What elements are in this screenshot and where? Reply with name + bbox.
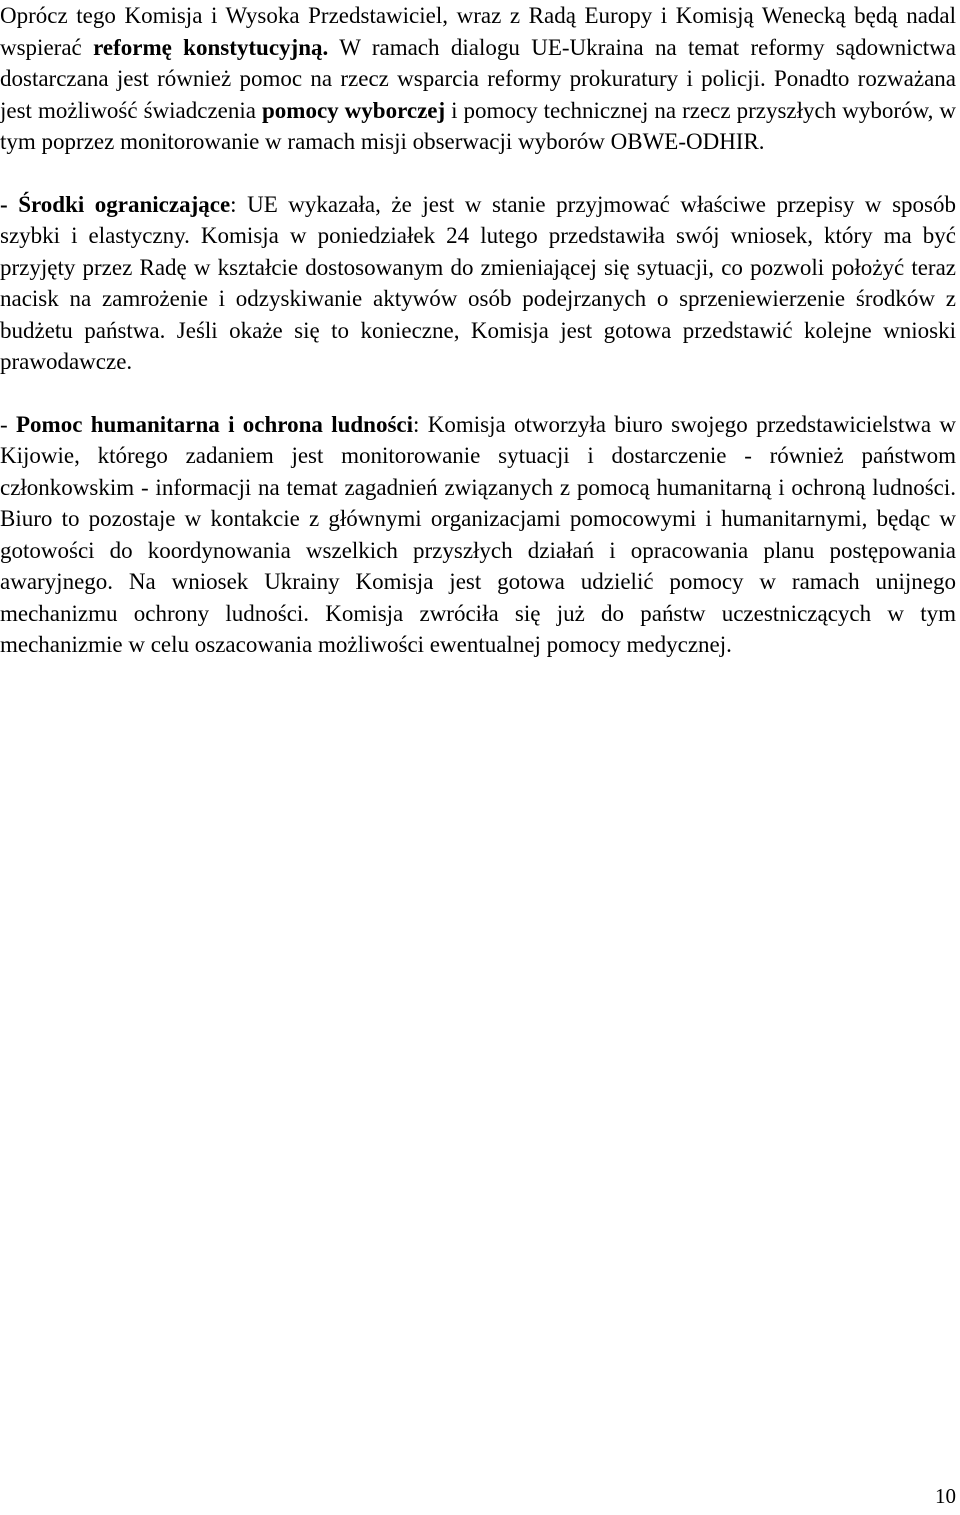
bold-text-run: pomocy wyborczej xyxy=(262,97,446,123)
bold-text-run: - Środki ograniczające xyxy=(0,191,231,217)
bold-text-run: reformę konstytucyjną. xyxy=(93,34,329,60)
text-run: W ramach dialogu UE-Ukraina na temat reformy sądownictwa dostarczana jest również pomoc na rzecz wsparcia reformy prokuratury i policji. Ponadto rozważana jest możliwość świadczenia xyxy=(0,34,956,123)
text-run: - xyxy=(0,411,16,437)
paragraph-constitutional-reform xyxy=(0,0,956,158)
page-number: 10 xyxy=(935,1484,956,1508)
text-run: : UE wykazała, że jest w stanie przyjmować właściwe przepisy w sposób szybki i elastyczny. Komisja w poniedziałek 24 lutego przedstawiła swój wniosek, który ma być przyjęty przez Radę w kształcie dostosowanym do zmieniającej się sytuacji, co pozwoli położyć teraz nacisk na zamrożenie i odzyskiwanie aktywów osób podejrzanych o sprzeniewierzenie środków z budżetu państwa. Jeśli okaże się to konieczne, Komisja jest gotowa przedstawić kolejne wnioski prawodawcze. xyxy=(0,191,956,374)
text-run: : Komisja otworzyła biuro swojego przedstawicielstwa w Kijowie, którego zadaniem jest monitorowanie sytuacji i dostarczenie - również państwom członkowskim - informacji na temat zagadnień związanych z pomocą humanitarną i ochroną ludności. Biuro to pozostaje w kontakcie z głównymi organizacjami pomocowymi i humanitarnymi, będąc w gotowości do koordynowania wszelkich przyszłych działań i opracowania planu postępowania awaryjnego. Na wniosek Ukrainy Komisja jest gotowa udzielić pomocy w ramach unijnego mechanizmu ochrony ludności. Komisja zwróciła się już do państw uczestniczących w tym mechanizmie w celu oszacowania możliwości ewentualnej pomocy medycznej. xyxy=(0,411,956,657)
text-run: i pomocy technicznej na rzecz przyszłych wyborów, w tym poprzez monitorowanie w ramach misji obserwacji wyborów OBWE-ODHIR. xyxy=(0,97,956,154)
bold-text-run: Pomoc humanitarna i ochrona ludności xyxy=(15,411,414,437)
paragraph-restrictive-measures xyxy=(0,189,956,378)
document-page xyxy=(0,0,956,661)
text-run: Oprócz tego Komisja i Wysoka Przedstawiciel, wraz z Radą Europy i Komisją Wenecką będą nadal wspierać xyxy=(0,3,956,60)
paragraph-humanitarian-aid xyxy=(0,409,956,661)
